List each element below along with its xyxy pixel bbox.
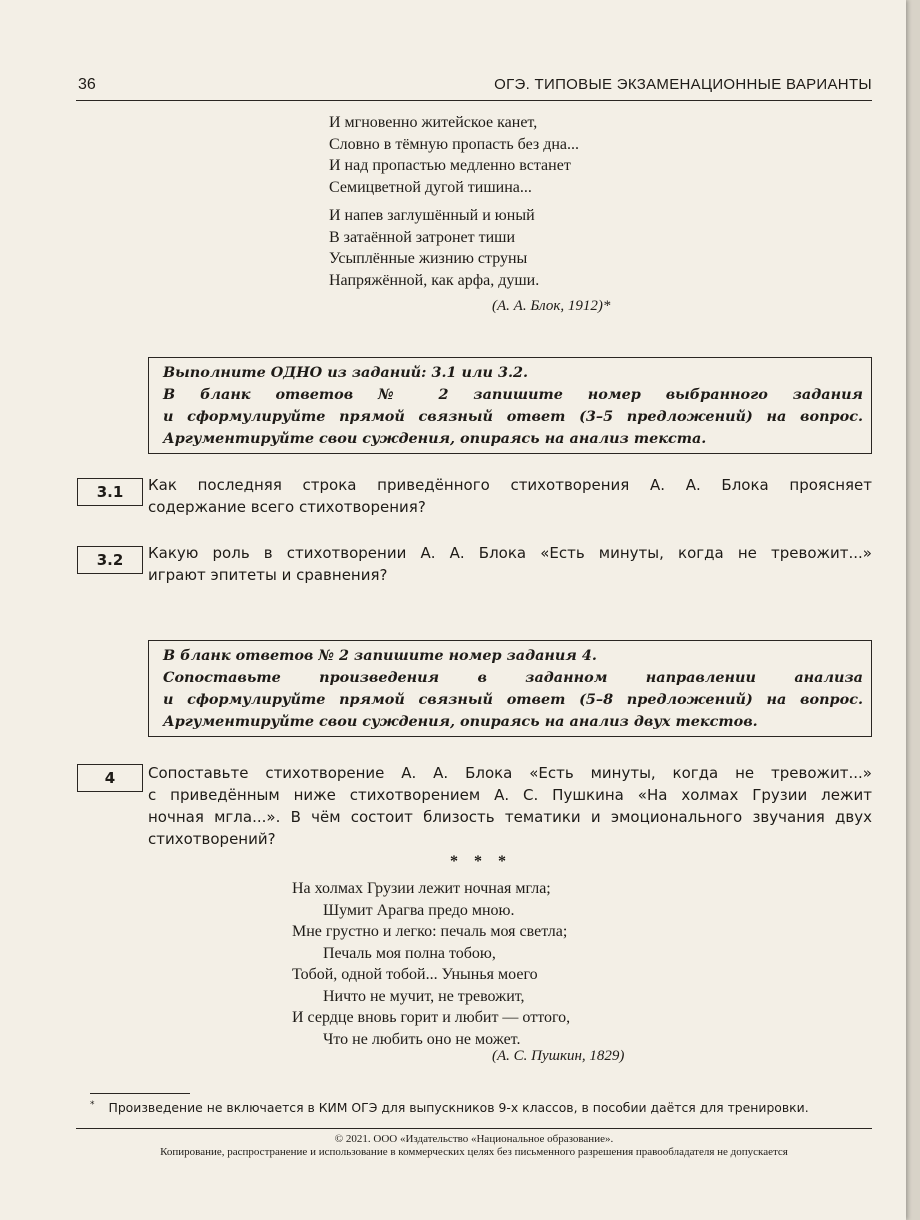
poem-line: Мне грустно и легко: печаль моя светла;	[292, 923, 568, 940]
task-3-2-text	[148, 542, 872, 586]
poem-line: Словно в тёмную пропасть без дна...	[329, 135, 580, 153]
task-line: Сопоставьте стихотворение А. А. Блока «Есть минуты, когда не тревожит...»	[148, 764, 872, 782]
page-number: 36	[78, 76, 96, 93]
copyright-line-1: © 2021. ООО «Издательство «Национальное образование».	[334, 1133, 614, 1145]
task-number-3-1: 3.1	[77, 478, 143, 506]
task-3-1-text	[148, 474, 872, 518]
pushkin-attribution: (А. С. Пушкин, 1829)	[492, 1048, 625, 1064]
task-line: Какую роль в стихотворении А. А. Блока «Есть минуты, когда не тревожит...»	[148, 544, 872, 562]
poem-line: Напряжённой, как арфа, души.	[329, 271, 540, 289]
instruction-line: и сформулируйте прямой связный ответ (3–5 предложений) на вопрос.	[163, 408, 863, 425]
poem-line: И напев заглушённый и юный	[329, 207, 535, 224]
instruction-line: Аргументируйте свои суждения, опираясь на анализ текста.	[163, 430, 707, 447]
poem-line: В затаённой затронет тиши	[329, 228, 516, 246]
task-line: с приведённым ниже стихотворением А. С. Пушкина «На холмах Грузии лежит	[148, 786, 872, 804]
instruction-box-4	[148, 640, 872, 737]
running-title: ОГЭ. ТИПОВЫЕ ЭКЗАМЕНАЦИОННЫЕ ВАРИАНТЫ	[494, 76, 872, 93]
poem-line: Шумит Арагва предо мною.	[323, 901, 515, 919]
poem-line: Усыплённые жизнию струны	[329, 250, 528, 267]
task-line: Как последняя строка приведённого стихотворения А. А. Блока проясняет	[148, 476, 872, 494]
poem-line: Печаль моя полна тобою,	[323, 944, 496, 962]
poem-line: На холмах Грузии лежит ночная мгла;	[292, 880, 551, 897]
instruction-line: Аргументируйте свои суждения, опираясь на анализ двух текстов.	[163, 713, 758, 730]
poem-line: Тобой, одной тобой... Унынья моего	[292, 966, 538, 983]
copyright-line-2: Копирование, распространение и использование в коммерческих целях без письменного разрешения правообладателя не допускается	[160, 1146, 788, 1158]
poem-line: Семицветной дугой тишина...	[329, 178, 532, 196]
poem-line: Что не любить оно не может.	[323, 1030, 521, 1048]
poem-stars: * * *	[450, 853, 512, 870]
task-line: ночная мгла...». В чём состоит близость тематики и эмоционального звучания двух	[148, 808, 872, 826]
footnote-mark: *	[90, 1100, 95, 1110]
task-number-4: 4	[77, 764, 143, 792]
footnote-divider	[90, 1093, 190, 1094]
page-header	[76, 74, 872, 101]
blok-attribution: (А. А. Блок, 1912)*	[492, 298, 611, 314]
poem-line: И над пропастью медленно встанет	[329, 157, 571, 174]
instruction-line: В бланк ответов № 2 запишите номер выбранного задания	[163, 386, 863, 403]
footnote	[90, 1100, 809, 1115]
task-number-3-2: 3.2	[77, 546, 143, 574]
instruction-line: Сопоставьте произведения в заданном направлении анализа	[163, 669, 863, 686]
poem-line: И мгновенно житейское канет,	[329, 114, 538, 131]
blok-poem-stanza-2	[329, 205, 539, 291]
task-4-text	[148, 762, 872, 850]
instruction-box-3	[148, 357, 872, 454]
instruction-line: В бланк ответов № 2 запишите номер задания 4.	[163, 647, 597, 664]
task-line: стихотворений?	[148, 830, 276, 848]
poem-line: И сердце вновь горит и любит — оттого,	[292, 1009, 571, 1026]
footnote-text: Произведение не включается в КИМ ОГЭ для выпускников 9-х классов, в пособии даётся для тренировки.	[108, 1100, 809, 1116]
poem-line: Ничто не мучит, не тревожит,	[323, 987, 525, 1005]
task-line: содержание всего стихотворения?	[148, 498, 426, 516]
pushkin-poem	[292, 878, 570, 1050]
task-line: играют эпитеты и сравнения?	[148, 566, 388, 584]
instruction-line: и сформулируйте прямой связный ответ (5–8 предложений) на вопрос.	[163, 691, 863, 708]
footer-divider	[76, 1128, 872, 1129]
instruction-line: Выполните ОДНО из заданий: 3.1 или 3.2.	[163, 364, 529, 381]
blok-poem-stanza-1	[329, 112, 579, 198]
